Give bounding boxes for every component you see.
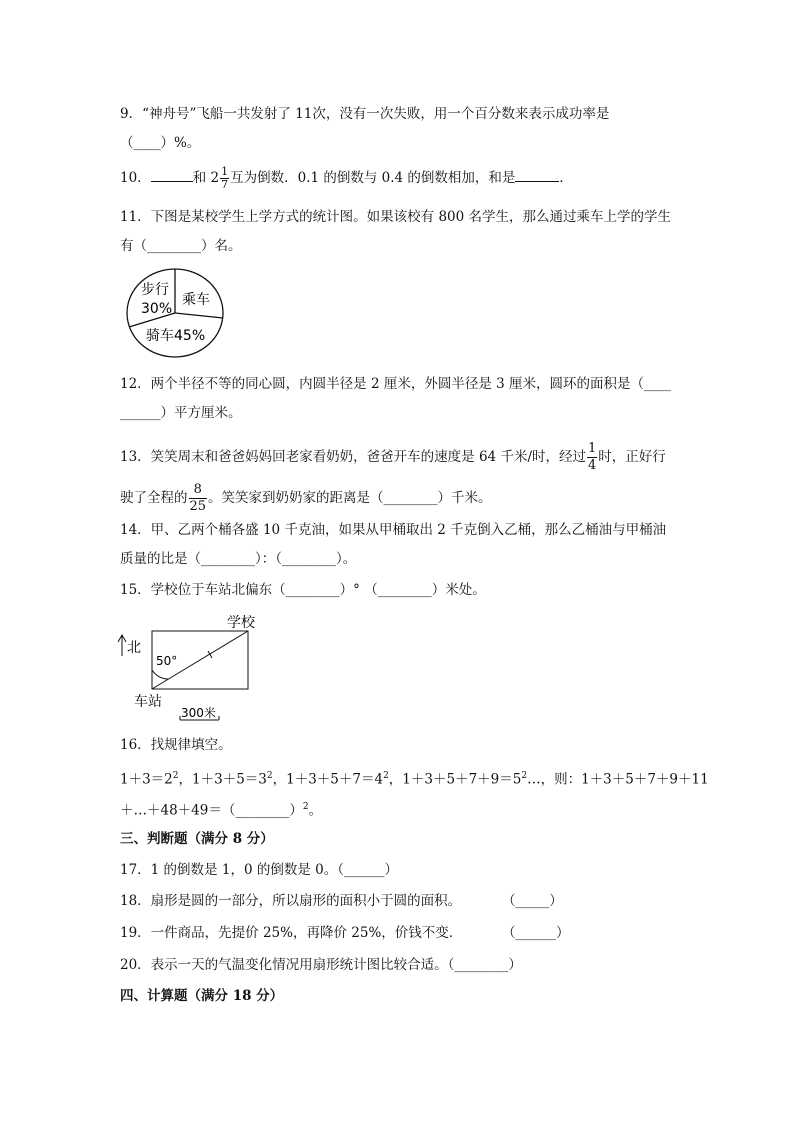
q11-line2: 有（________）名。 bbox=[120, 238, 242, 254]
q10-blank1 bbox=[151, 169, 193, 182]
q16-sup3: 2 bbox=[383, 771, 389, 781]
q13-frac1-den: 4 bbox=[588, 458, 597, 473]
pie-walk-label: 步行 bbox=[141, 282, 169, 298]
q9-line1: 9．“神舟号”飞船一共发射了 11次，没有一次失败，用一个百分数来表示成功率是 bbox=[120, 106, 610, 122]
q10-suffix: ． bbox=[559, 170, 573, 186]
q16-line3-text: ＋…＋48＋49＝（________） bbox=[120, 802, 303, 819]
scale-label: 300米 bbox=[181, 706, 216, 720]
q16-sup1: 2 bbox=[172, 771, 179, 781]
q15-line1: 15．学校位于车站北偏东（________）° （________）米处。 bbox=[120, 582, 486, 598]
q13-line2 bbox=[120, 482, 492, 515]
q13-fraction1 bbox=[587, 441, 597, 474]
section3-heading: 三、判断题（满分 8 分） bbox=[120, 831, 274, 847]
q16-sup2: 2 bbox=[266, 771, 273, 781]
q9-line2: （____）%。 bbox=[120, 135, 201, 151]
q13-frac2-den: 25 bbox=[189, 499, 207, 514]
q16-sup5: 2 bbox=[302, 802, 309, 812]
q16-line2 bbox=[120, 766, 709, 790]
q13-frac1-num: 1 bbox=[588, 441, 597, 456]
q14-line1: 14．甲、乙两个桶各盛 10 千克油，如果从甲桶取出 2 千克倒入乙桶，那么乙桶油与甲桶油 bbox=[120, 522, 667, 538]
q18-line: 18．扇形是圆的一部分，所以扇形的面积小于圆的面积。 bbox=[120, 893, 462, 909]
q16-eq5: …，则：1＋3＋5＋7＋9＋11 bbox=[527, 771, 709, 788]
q13-line1b: 时，正好行 bbox=[598, 449, 666, 465]
q19-blank: （______） bbox=[502, 925, 570, 941]
pie-bus-label: 乘车 bbox=[182, 292, 210, 308]
q10-frac-num: 1 bbox=[221, 165, 229, 178]
q13-line1 bbox=[120, 441, 666, 474]
q16-line3-end: 。 bbox=[308, 802, 323, 819]
north-label: 北 bbox=[127, 640, 141, 656]
q16-eq3: ，1＋3＋5＋7＝4 bbox=[272, 771, 384, 788]
q16-line1: 16．找规律填空。 bbox=[120, 737, 232, 753]
q10-prefix: 10． bbox=[120, 170, 151, 186]
q16-line3 bbox=[120, 797, 322, 821]
pie-bike-label: 骑车45% bbox=[146, 328, 206, 344]
angle-arc bbox=[152, 670, 168, 679]
q11-line1: 11．下图是某校学生上学方式的统计图。如果该校有 800 名学生，那么通过乘车上学的学生 bbox=[120, 209, 672, 225]
q13-fraction2 bbox=[189, 482, 208, 515]
q13-line1a: 13．笑笑周末和爸爸妈妈回老家看奶奶，爸爸开车的速度是 64 千米/时，经过 bbox=[120, 449, 586, 465]
q12-line2: ______）平方厘米。 bbox=[120, 405, 242, 421]
q18-blank: （_____） bbox=[502, 893, 563, 909]
q16-eq4: ，1＋3＋5＋7＋9＝5 bbox=[388, 771, 522, 788]
q10-mid1: 和 2 bbox=[192, 170, 220, 186]
q16-eq2: ，1＋3＋5＝3 bbox=[178, 771, 267, 788]
q10-blank2 bbox=[515, 169, 559, 182]
q12-line1: 12．两个半径不等的同心圆，内圆半径是 2 厘米，外圆半径是 3 厘米，圆环的面积是（____ bbox=[120, 376, 672, 392]
q10-mid2: 互为倒数．0.1 的倒数与 0.4 的倒数相加，和是 bbox=[230, 170, 516, 186]
q13-frac2-num: 8 bbox=[189, 482, 208, 499]
angle-label: 50° bbox=[156, 654, 178, 668]
q16-sup4: 2 bbox=[521, 771, 528, 781]
q10-frac-den: 7 bbox=[221, 178, 229, 191]
q20-line: 20．表示一天的气温变化情况用扇形统计图比较合适。（________） bbox=[120, 957, 522, 973]
q13-line2b: 。笑笑家到奶奶家的距离是（________）千米。 bbox=[208, 490, 492, 506]
station-label: 车站 bbox=[134, 694, 162, 710]
pie-walk-pct: 30% bbox=[141, 301, 173, 317]
direction-figure bbox=[112, 610, 272, 726]
q14-line2: 质量的比是（________）：（________）。 bbox=[120, 551, 357, 567]
q16-eq1: 1＋3＝2 bbox=[120, 771, 173, 788]
school-label: 学校 bbox=[227, 615, 255, 631]
pie-chart bbox=[124, 266, 226, 360]
q10-line bbox=[120, 166, 573, 191]
q19-line: 19．一件商品，先提价 25%，再降价 25%，价钱不变． bbox=[120, 925, 463, 941]
q13-line2a: 驶了全程的 bbox=[120, 490, 188, 506]
section4-heading: 四、计算题（满分 18 分） bbox=[120, 988, 284, 1004]
q17-line: 17．1 的倒数是 1，0 的倒数是 0。（______） bbox=[120, 862, 398, 878]
q10-fraction bbox=[220, 166, 229, 191]
